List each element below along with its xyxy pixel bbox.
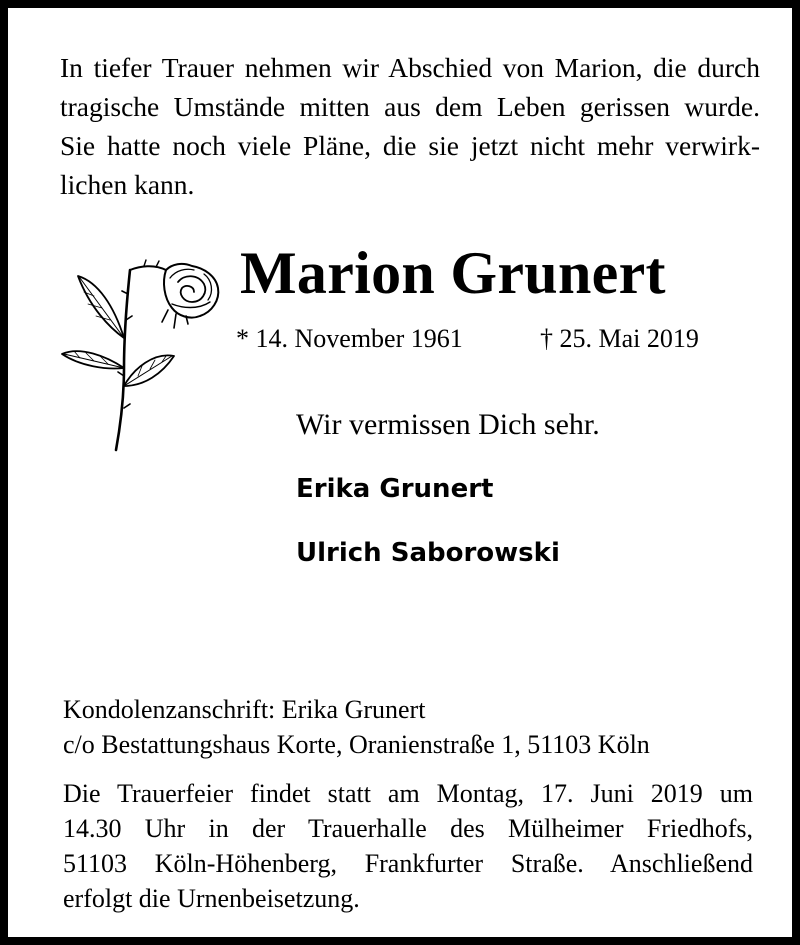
service-line: erfolgt die Urnenbeisetzung. [63,884,360,913]
funeral-service-details [63,776,753,916]
contact-line: c/o Bestattungshaus Korte, Oranienstraße 1, 51103 Köln [63,730,650,759]
service-line: 51103 Köln-Höhenberg, Frankfurter Straße. Anschließend [63,849,753,878]
intro-line: In tiefer Trauer nehmen wir Abschied von Marion, die durch [60,52,760,83]
service-line: Die Trauerfeier findet statt am Montag, 17. Juni 2019 um [63,779,753,808]
birth-date: * 14. November 1961 [236,324,463,353]
signer-name: Ulrich Saborowski [296,538,560,568]
service-line: 14.30 Uhr in der Trauerhalle des Mülheimer Friedhofs, [63,814,753,843]
death-date: † 25. Mai 2019 [540,324,699,353]
deceased-name: Marion Grunert [240,240,666,306]
signer-name: Erika Grunert [296,474,494,504]
condolence-address [63,692,753,762]
intro-line: lichen kann. [60,169,195,200]
contact-line: Kondolenzanschrift: Erika Grunert [63,695,426,724]
rose-icon [58,258,228,458]
intro-line: tragische Umstände mitten aus dem Leben gerissen wurde. [60,91,760,122]
intro-line: Sie hatte noch viele Pläne, die sie jetzt nicht mehr verwirk- [60,130,760,161]
intro-paragraph [60,48,760,204]
memorial-motto: Wir vermissen Dich sehr. [296,408,600,441]
